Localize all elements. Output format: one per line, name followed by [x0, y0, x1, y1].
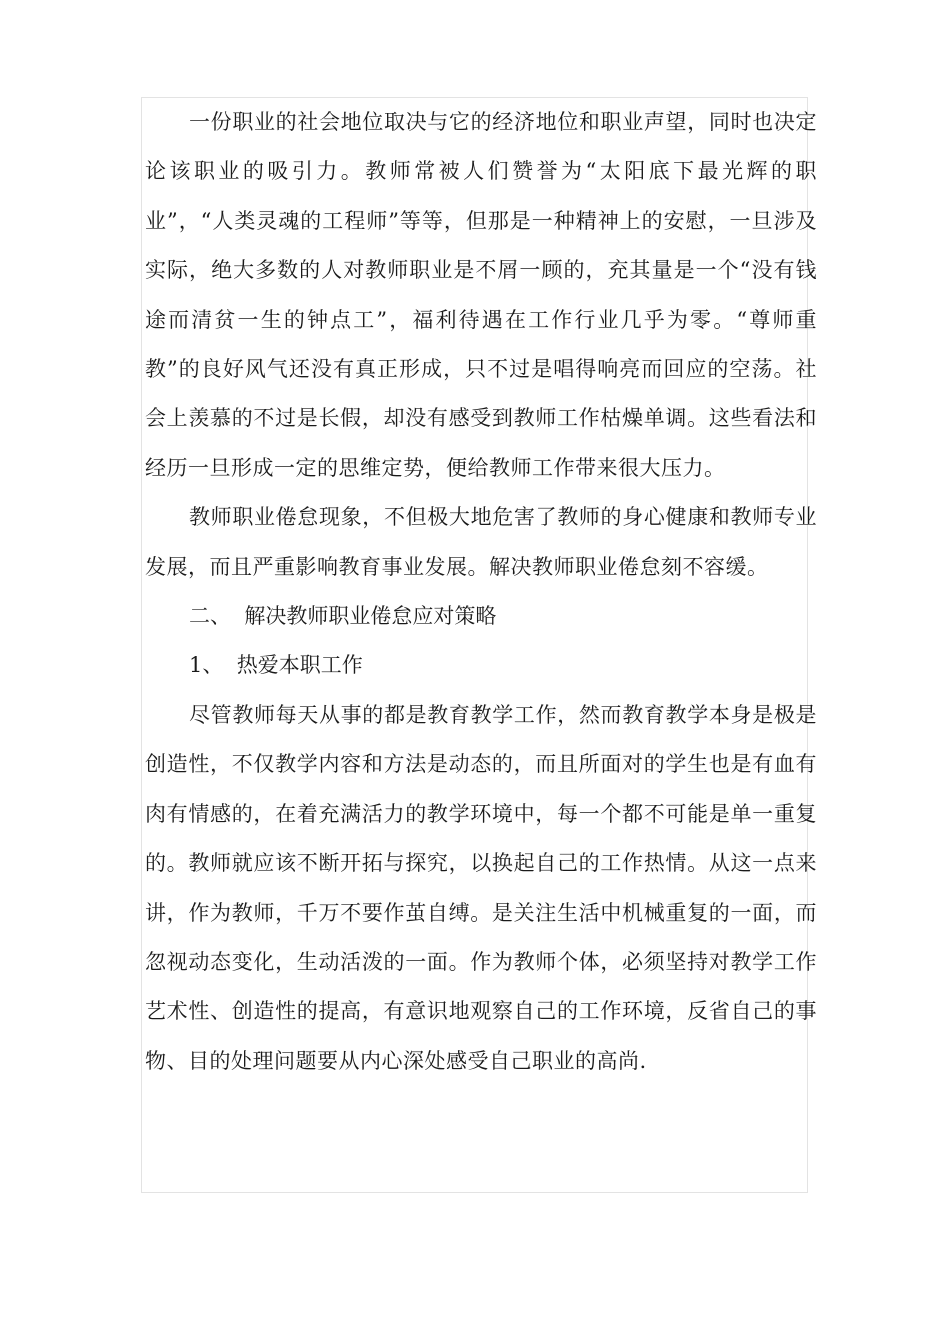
paragraph-3: 尽管教师每天从事的都是教育教学工作，然而教育教学本身是极是创造性，不仅教学内容和方法是动态的，而且所面对的学生也是有血有肉有情感的，在着充满活力的教学环境中，每一个都不可能是单一重复的。教师就应该不断开拓与探究，以换起自己的工作热情。从这一点来讲，作为教师，千万不要作茧自缚。是关注生活中机械重复的一面，而忽视动态变化，生动活泼的一面。作为教师个体，必须坚持对教学工作艺术性、创造性的提高，有意识地观察自己的工作环境，反省自己的事物、目的处理问题要从内心深处感受自己职业的高尚.: [145, 702, 817, 1073]
subsection-heading: 1、 热爱本职工作: [189, 653, 363, 678]
paragraph-2: 教师职业倦怠现象，不但极大地危害了教师的身心健康和教师专业发展，而且严重影响教育事业发展。解决教师职业倦怠刻不容缓。: [145, 505, 817, 579]
paragraph-1: 一份职业的社会地位取决与它的经济地位和职业声望，同时也决定论该职业的吸引力。教师常被人们赞誉为“太阳底下最光辉的职业”，“人类灵魂的工程师”等等，但那是一种精神上的安慰，一旦涉及实际，绝大多数的人对教师职业是不屑一顾的，充其量是一个“没有钱途而清贫一生的钟点工”，福利待遇在工作行业几乎为零。“尊师重教”的良好风气还没有真正形成，只不过是唱得响亮而回应的空荡。社会上羡慕的不过是长假，却没有感受到教师工作枯燥单调。这些看法和经历一旦形成一定的思维定势，便给教师工作带来很大压力。: [145, 110, 817, 480]
document-body: [145, 98, 817, 1086]
section-heading: 二、 解决教师职业倦怠应对策略: [189, 604, 497, 629]
